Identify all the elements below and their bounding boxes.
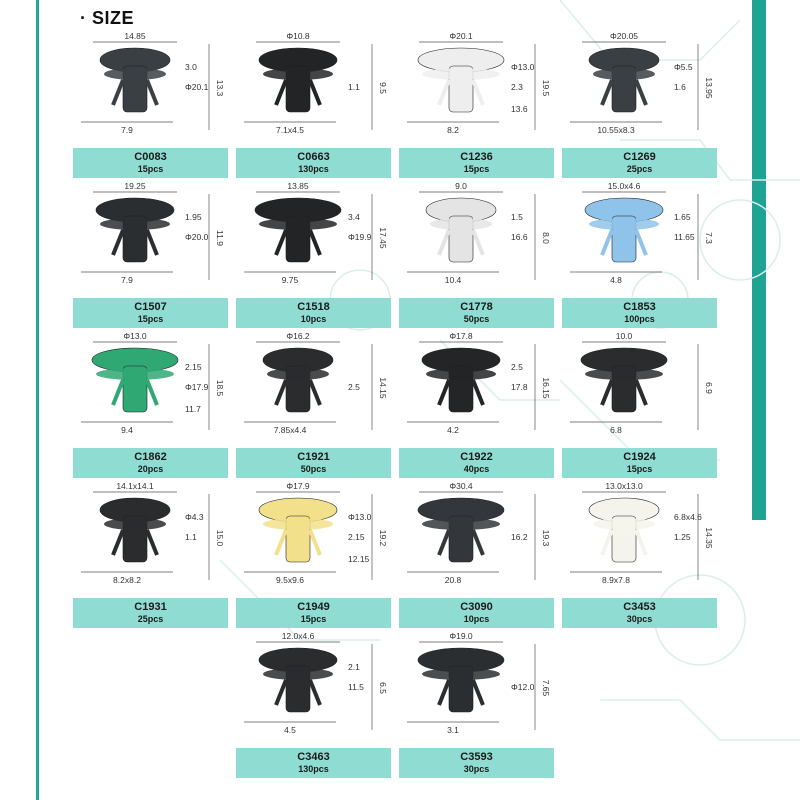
- dimension-label: 4.5: [284, 725, 296, 735]
- dimension-label: 8.9x7.8: [602, 575, 630, 585]
- product-label: [562, 598, 717, 628]
- dimension-label: Φ17.9: [286, 481, 310, 491]
- dimension-label: Φ16.2: [286, 331, 310, 341]
- dimension-label: 2.15: [348, 532, 365, 542]
- dimension-label: Φ20.1: [185, 82, 209, 92]
- product-quantity: 25pcs: [626, 164, 653, 174]
- clip-image: [562, 480, 717, 598]
- clip-image: [399, 180, 554, 298]
- dimension-label: Φ20.1: [449, 31, 473, 41]
- dimension-label: 17.8: [511, 382, 528, 392]
- clip-illustration: [585, 198, 663, 262]
- dimension-label: 6.8x4.6: [674, 512, 702, 522]
- dimension-label: 6.8: [610, 425, 622, 435]
- product-quantity: 15pcs: [300, 614, 327, 624]
- product-label: [73, 448, 228, 478]
- product-card: [73, 180, 228, 328]
- dimension-label: Φ13.0: [511, 62, 535, 72]
- clip-image: [73, 480, 228, 598]
- product-card: [73, 330, 228, 478]
- product-code: C1931: [134, 601, 167, 613]
- clip-illustration: [96, 198, 174, 262]
- product-card: [236, 480, 391, 628]
- dimension-label: 16.15: [541, 377, 551, 399]
- dimension-label: 10.4: [444, 275, 462, 285]
- dimension-label: 1.1: [185, 532, 197, 542]
- dimension-label: 8.2: [447, 125, 459, 135]
- dimension-label: Φ4.3: [185, 512, 204, 522]
- dimension-label: 7.85x4.4: [273, 425, 307, 435]
- dimension-label: 12.0x4.6: [281, 631, 315, 641]
- dimension-label: 14.15: [378, 377, 388, 399]
- product-label: [236, 748, 391, 778]
- product-card: [399, 330, 554, 478]
- dimension-label: 17.45: [378, 227, 388, 249]
- clip-illustration: [92, 348, 178, 412]
- dimension-label: 13.95: [704, 77, 714, 99]
- product-label: [399, 598, 554, 628]
- dimension-label: Φ12.0: [511, 682, 535, 692]
- clip-illustration: [589, 48, 659, 112]
- clip-image: [73, 330, 228, 448]
- product-code: C3463: [297, 751, 330, 763]
- clip-image: [399, 630, 554, 748]
- product-quantity: 15pcs: [463, 164, 490, 174]
- product-code: C3453: [623, 601, 656, 613]
- product-label: [73, 298, 228, 328]
- product-card: [73, 480, 228, 628]
- clip-image: [236, 30, 391, 148]
- clip-illustration: [581, 348, 667, 412]
- dimension-label: 19.25: [124, 181, 146, 191]
- dimension-label: 7.65: [541, 679, 551, 697]
- clip-illustration: [422, 348, 500, 412]
- product-quantity: 25pcs: [137, 614, 164, 624]
- clip-image: [236, 630, 391, 748]
- product-card: [236, 330, 391, 478]
- dimension-label: 2.5: [348, 382, 360, 392]
- dimension-label: Φ19.0: [449, 631, 473, 641]
- product-label: [399, 298, 554, 328]
- product-label: [399, 448, 554, 478]
- clip-illustration: [255, 198, 341, 262]
- dimension-label: 20.8: [444, 575, 462, 585]
- dimension-label: 3.1: [447, 725, 459, 735]
- dimension-label: 1.1: [348, 82, 360, 92]
- dimension-label: 3.0: [185, 62, 197, 72]
- product-card: [399, 630, 554, 778]
- clip-illustration: [589, 498, 659, 562]
- clip-illustration: [418, 48, 504, 112]
- product-card: [562, 180, 717, 328]
- dimension-label: 10.0: [615, 331, 633, 341]
- dimension-label: 1.65: [674, 212, 691, 222]
- dimension-label: 1.6: [674, 82, 686, 92]
- clip-illustration: [426, 198, 496, 262]
- dimension-label: 19.3: [541, 529, 551, 547]
- dimension-label: 8.2x8.2: [113, 575, 141, 585]
- product-quantity: 30pcs: [463, 764, 490, 774]
- dimension-label: 11.5: [348, 682, 364, 692]
- product-quantity: 40pcs: [463, 464, 490, 474]
- product-code: C1949: [297, 601, 330, 613]
- product-code: C1921: [297, 451, 330, 463]
- dimension-label: 2.1: [348, 662, 360, 672]
- dimension-label: 9.4: [121, 425, 133, 435]
- clip-illustration: [259, 498, 337, 562]
- product-code: C1518: [297, 301, 330, 313]
- dimension-label: 9.0: [455, 181, 467, 191]
- clip-illustration: [418, 648, 504, 712]
- dimension-label: 2.3: [511, 82, 523, 92]
- clip-illustration: [259, 648, 337, 712]
- product-quantity: 15pcs: [137, 164, 164, 174]
- product-card: [236, 180, 391, 328]
- dimension-label: 14.1x14.1: [116, 481, 154, 491]
- dimension-label: 10.55x8.3: [597, 125, 635, 135]
- dimension-label: 19.5: [541, 79, 551, 97]
- product-code: C1269: [623, 151, 656, 163]
- product-label: [236, 598, 391, 628]
- product-card: [399, 480, 554, 628]
- clip-illustration: [418, 498, 504, 562]
- clip-illustration: [100, 498, 170, 562]
- product-label: [236, 298, 391, 328]
- dimension-label: Φ17.9: [185, 382, 209, 392]
- product-card: [562, 480, 717, 628]
- clip-image: [236, 480, 391, 598]
- product-label: [399, 748, 554, 778]
- dimension-label: 4.2: [447, 425, 459, 435]
- dimension-label: Φ30.4: [449, 481, 473, 491]
- dimension-label: Φ13.0: [123, 331, 147, 341]
- product-quantity: 100pcs: [624, 314, 655, 324]
- product-quantity: 50pcs: [300, 464, 327, 474]
- product-card: [562, 30, 717, 178]
- product-quantity: 50pcs: [463, 314, 490, 324]
- dimension-label: 1.95: [185, 212, 202, 222]
- product-code: C0083: [134, 151, 167, 163]
- product-code: C0663: [297, 151, 330, 163]
- product-code: C1778: [460, 301, 493, 313]
- product-label: [73, 148, 228, 178]
- product-quantity: 15pcs: [137, 314, 164, 324]
- product-label: [562, 448, 717, 478]
- dimension-label: 13.6: [511, 104, 528, 114]
- clip-image: [562, 330, 717, 448]
- product-code: C1862: [134, 451, 167, 463]
- product-code: C1853: [623, 301, 656, 313]
- dimension-label: 7.3: [704, 232, 714, 244]
- dimension-label: 13.85: [287, 181, 309, 191]
- clip-image: [399, 480, 554, 598]
- product-card: [399, 30, 554, 178]
- dimension-label: 13.0x13.0: [605, 481, 643, 491]
- dimension-label: 6.9: [704, 382, 714, 394]
- clip-image: [73, 180, 228, 298]
- product-label: [236, 148, 391, 178]
- dimension-label: 11.65: [674, 232, 695, 242]
- product-label: [73, 598, 228, 628]
- dimension-label: 19.2: [378, 529, 388, 547]
- dimension-label: 1.25: [674, 532, 691, 542]
- product-code: C1507: [134, 301, 167, 313]
- product-code: C1922: [460, 451, 493, 463]
- dimension-label: 15.0: [215, 529, 225, 547]
- dimension-label: 9.75: [281, 275, 299, 285]
- clip-illustration: [259, 48, 337, 112]
- product-quantity: 130pcs: [298, 164, 329, 174]
- clip-image: [562, 180, 717, 298]
- dimension-label: 16.2: [511, 532, 528, 542]
- dimension-label: 18.5: [215, 379, 225, 397]
- dimension-label: 6.5: [378, 682, 388, 694]
- clip-image: [236, 180, 391, 298]
- product-quantity: 10pcs: [300, 314, 327, 324]
- product-card: [73, 30, 228, 178]
- product-quantity: 30pcs: [626, 614, 653, 624]
- dimension-label: Φ5.5: [674, 62, 693, 72]
- dimension-label: 2.5: [511, 362, 523, 372]
- product-label: [236, 448, 391, 478]
- dimension-label: 11.9: [215, 230, 225, 246]
- dimension-label: Φ20.0: [185, 232, 209, 242]
- dimension-label: Φ17.8: [449, 331, 473, 341]
- product-code: C1924: [623, 451, 656, 463]
- dimension-label: 1.5: [511, 212, 523, 222]
- dimension-label: 14.35: [704, 527, 714, 549]
- dimension-label: 9.5: [378, 82, 388, 94]
- dimension-label: 7.9: [121, 125, 133, 135]
- dimension-label: 9.5x9.6: [276, 575, 304, 585]
- product-quantity: 10pcs: [463, 614, 490, 624]
- clip-image: [236, 330, 391, 448]
- product-code: C3593: [460, 751, 493, 763]
- dimension-label: 11.7: [185, 404, 201, 414]
- clip-image: [73, 30, 228, 148]
- product-quantity: 130pcs: [298, 764, 329, 774]
- dimension-label: 2.15: [185, 362, 202, 372]
- product-label: [399, 148, 554, 178]
- page-title: · SIZE: [80, 8, 135, 28]
- product-card: [399, 180, 554, 328]
- clip-illustration: [100, 48, 170, 112]
- product-label: [562, 298, 717, 328]
- dimension-label: 13.3: [215, 79, 225, 97]
- dimension-label: Φ10.8: [286, 31, 310, 41]
- product-card: [236, 630, 391, 778]
- product-quantity: 20pcs: [137, 464, 164, 474]
- dimension-label: 7.1x4.5: [276, 125, 304, 135]
- clip-illustration: [263, 348, 333, 412]
- product-code: C1236: [460, 151, 493, 163]
- clip-image: [399, 30, 554, 148]
- dimension-label: Φ13.0: [348, 512, 372, 522]
- dimension-label: 4.8: [610, 275, 622, 285]
- product-card: [562, 330, 717, 478]
- dimension-label: 8.0: [541, 232, 551, 244]
- product-label: [562, 148, 717, 178]
- product-quantity: 15pcs: [626, 464, 653, 474]
- dimension-label: Φ20.05: [609, 31, 639, 41]
- dimension-label: Φ19.9: [348, 232, 372, 242]
- dimension-label: 14.85: [124, 31, 146, 41]
- dimension-label: 7.9: [121, 275, 133, 285]
- dimension-label: 15.0x4.6: [607, 181, 641, 191]
- clip-image: [562, 30, 717, 148]
- product-code: C3090: [460, 601, 493, 613]
- clip-image: [399, 330, 554, 448]
- dimension-label: 3.4: [348, 212, 360, 222]
- product-card: [236, 30, 391, 178]
- dimension-label: 16.6: [511, 232, 528, 242]
- dimension-label: 12.15: [348, 554, 370, 564]
